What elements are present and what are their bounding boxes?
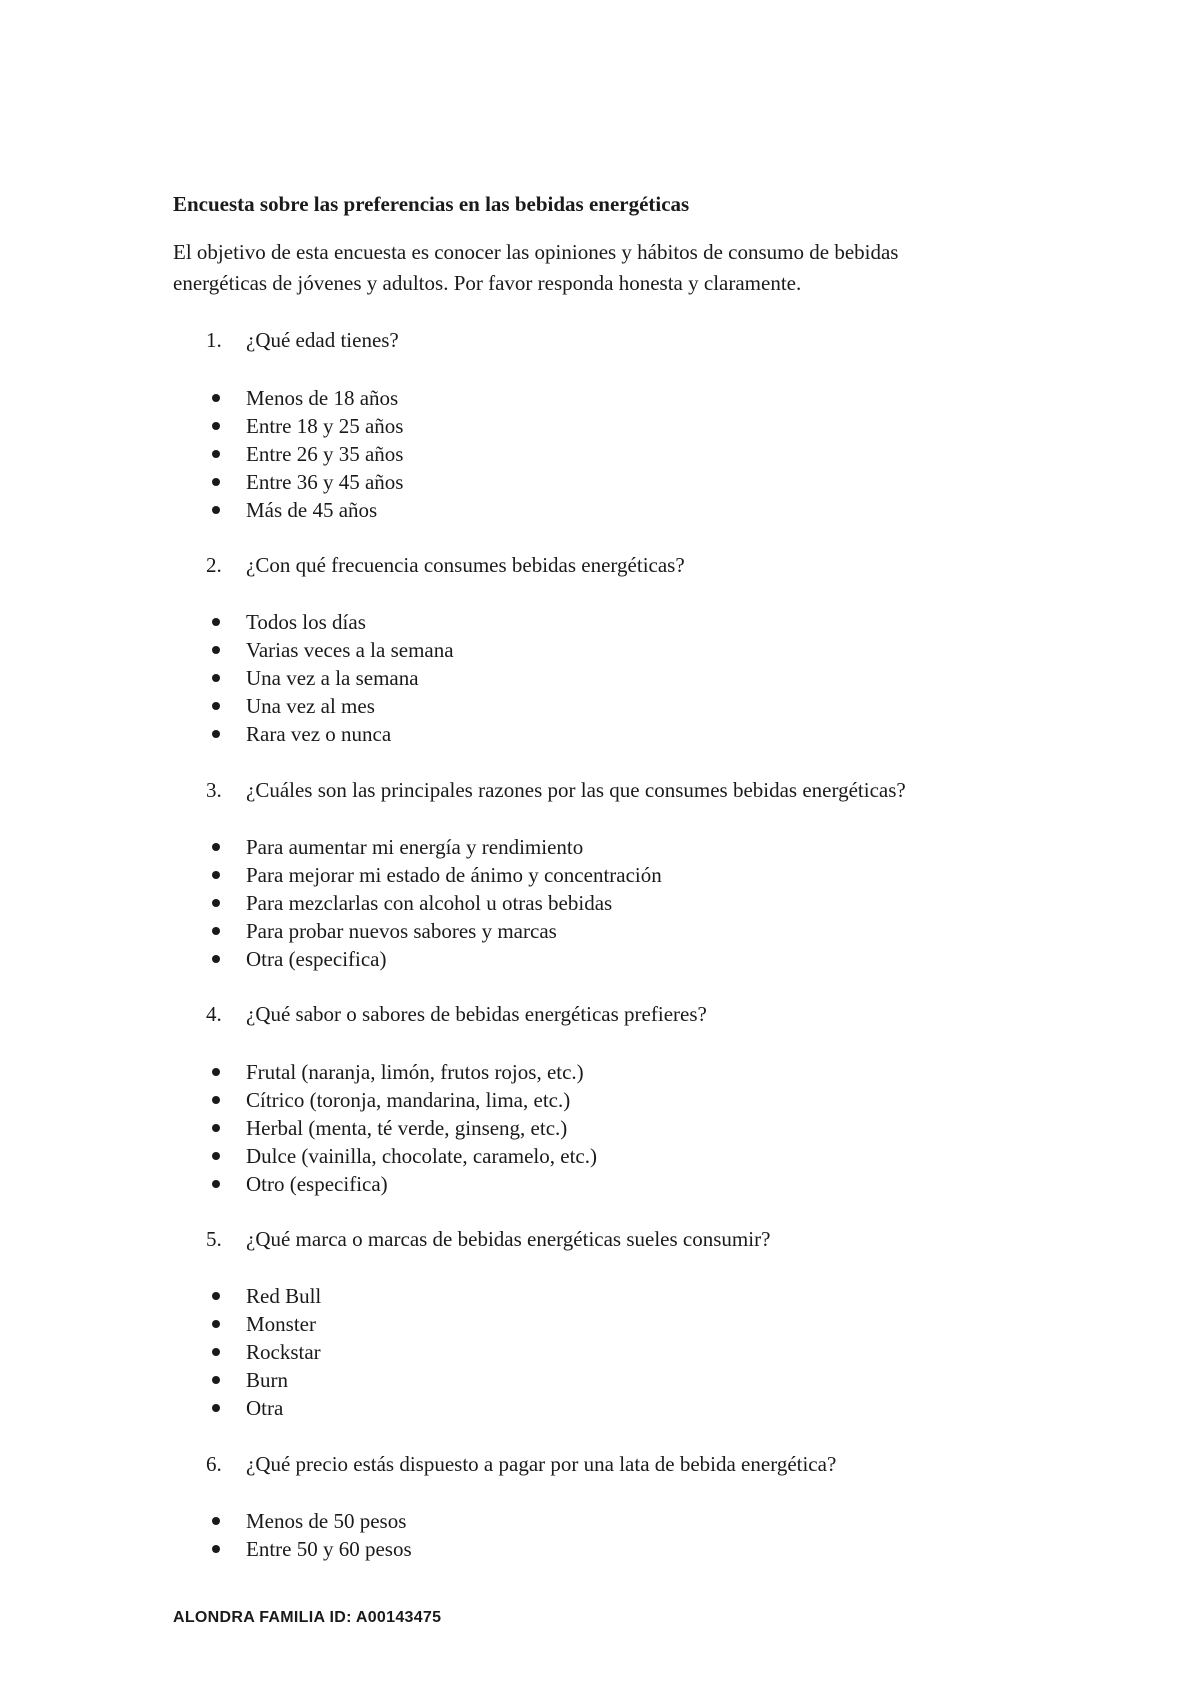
- bullet-icon: [212, 646, 220, 654]
- list-item: [212, 917, 662, 945]
- question-4: [206, 1000, 707, 1028]
- question-number: 6.: [206, 1452, 222, 1476]
- bullet-icon: [212, 1124, 220, 1132]
- option-label: Todos los días: [246, 610, 366, 634]
- bullet-icon: [212, 843, 220, 851]
- list-item: [212, 1366, 321, 1394]
- list-item: [212, 608, 454, 636]
- bullet-icon: [212, 422, 220, 430]
- bullet-icon: [212, 478, 220, 486]
- question-text: ¿Qué edad tienes?: [246, 328, 399, 352]
- option-label: Entre 50 y 60 pesos: [246, 1537, 412, 1561]
- question-3: [206, 776, 906, 804]
- question-text: ¿Qué sabor o sabores de bebidas energéticas prefieres?: [246, 1002, 707, 1026]
- list-item: [212, 412, 403, 440]
- option-label: Menos de 18 años: [246, 386, 399, 410]
- option-label: Varias veces a la semana: [246, 638, 454, 662]
- option-label: Frutal (naranja, limón, frutos rojos, etc.): [246, 1060, 584, 1084]
- question-number: 2.: [206, 553, 222, 577]
- options-list-2: [212, 608, 454, 748]
- question-number: 1.: [206, 328, 222, 352]
- list-item: [212, 720, 454, 748]
- question-6: [206, 1450, 836, 1478]
- option-label: Otra: [246, 1396, 284, 1420]
- bullet-icon: [212, 1068, 220, 1076]
- list-item: [212, 1282, 321, 1310]
- option-label: Para mezclarlas con alcohol u otras bebidas: [246, 891, 613, 915]
- list-item: [212, 636, 454, 664]
- bullet-icon: [212, 871, 220, 879]
- option-label: Entre 36 y 45 años: [246, 470, 404, 494]
- option-label: Para aumentar mi energía y rendimiento: [246, 835, 584, 859]
- list-item: [212, 496, 403, 524]
- list-item: [212, 1170, 597, 1198]
- option-label: Red Bull: [246, 1284, 322, 1308]
- bullet-icon: [212, 730, 220, 738]
- bullet-icon: [212, 506, 220, 514]
- list-item: [212, 1310, 321, 1338]
- bullet-icon: [212, 674, 220, 682]
- option-label: Para probar nuevos sabores y marcas: [246, 919, 557, 943]
- list-item: [212, 1338, 321, 1366]
- option-label: Menos de 50 pesos: [246, 1509, 407, 1533]
- bullet-icon: [212, 1180, 220, 1188]
- list-item: [212, 664, 454, 692]
- option-label: Monster: [246, 1312, 316, 1336]
- intro-line: El objetivo de esta encuesta es conocer las opiniones y hábitos de consumo de bebidas: [173, 240, 899, 264]
- option-label: Una vez a la semana: [246, 666, 419, 690]
- bullet-icon: [212, 955, 220, 963]
- bullet-icon: [212, 899, 220, 907]
- question-1: [206, 326, 399, 354]
- option-label: Rara vez o nunca: [246, 722, 392, 746]
- option-label: Herbal (menta, té verde, ginseng, etc.): [246, 1116, 568, 1140]
- intro-paragraph: [173, 237, 1053, 299]
- list-item: [212, 468, 403, 496]
- bullet-icon: [212, 450, 220, 458]
- options-list-5: [212, 1282, 321, 1422]
- page-title: Encuesta sobre las preferencias en las bebidas energéticas: [173, 192, 690, 216]
- question-text: ¿Con qué frecuencia consumes bebidas energéticas?: [246, 553, 685, 577]
- question-2: [206, 551, 685, 579]
- option-label: Dulce (vainilla, chocolate, caramelo, etc.): [246, 1144, 597, 1168]
- bullet-icon: [212, 1292, 220, 1300]
- option-label: Cítrico (toronja, mandarina, lima, etc.): [246, 1088, 571, 1112]
- list-item: [212, 861, 662, 889]
- bullet-icon: [212, 1545, 220, 1553]
- bullet-icon: [212, 1152, 220, 1160]
- list-item: [212, 440, 403, 468]
- question-number: 3.: [206, 778, 222, 802]
- option-label: Otro (especifica): [246, 1172, 388, 1196]
- option-label: Más de 45 años: [246, 498, 378, 522]
- page-footer: ALONDRA FAMILIA ID: A00143475: [173, 1609, 442, 1626]
- list-item: [212, 1058, 597, 1086]
- question-text: ¿Cuáles son las principales razones por las que consumes bebidas energéticas?: [246, 778, 906, 802]
- bullet-icon: [212, 927, 220, 935]
- option-label: Burn: [246, 1368, 288, 1392]
- bullet-icon: [212, 702, 220, 710]
- options-list-1: [212, 384, 403, 524]
- option-label: Una vez al mes: [246, 694, 375, 718]
- list-item: [212, 692, 454, 720]
- options-list-6: [212, 1507, 412, 1563]
- question-text: ¿Qué precio estás dispuesto a pagar por una lata de bebida energética?: [246, 1452, 837, 1476]
- option-label: Otra (especifica): [246, 947, 387, 971]
- list-item: [212, 1114, 597, 1142]
- list-item: [212, 945, 662, 973]
- bullet-icon: [212, 1404, 220, 1412]
- question-number: 4.: [206, 1002, 222, 1026]
- bullet-icon: [212, 1320, 220, 1328]
- list-item: [212, 833, 662, 861]
- list-item: [212, 1142, 597, 1170]
- option-label: Entre 26 y 35 años: [246, 442, 404, 466]
- list-item: [212, 1394, 321, 1422]
- list-item: [212, 1086, 597, 1114]
- bullet-icon: [212, 1348, 220, 1356]
- options-list-4: [212, 1058, 597, 1198]
- list-item: [212, 384, 403, 412]
- question-number: 5.: [206, 1227, 222, 1251]
- bullet-icon: [212, 1376, 220, 1384]
- question-text: ¿Qué marca o marcas de bebidas energéticas sueles consumir?: [246, 1227, 771, 1251]
- options-list-3: [212, 833, 662, 973]
- option-label: Entre 18 y 25 años: [246, 414, 404, 438]
- option-label: Para mejorar mi estado de ánimo y concentración: [246, 863, 662, 887]
- question-5: [206, 1225, 770, 1253]
- list-item: [212, 1535, 412, 1563]
- bullet-icon: [212, 1517, 220, 1525]
- option-label: Rockstar: [246, 1340, 321, 1364]
- bullet-icon: [212, 618, 220, 626]
- bullet-icon: [212, 1096, 220, 1104]
- intro-line: energéticas de jóvenes y adultos. Por favor responda honesta y claramente.: [173, 271, 802, 295]
- bullet-icon: [212, 394, 220, 402]
- list-item: [212, 1507, 412, 1535]
- list-item: [212, 889, 662, 917]
